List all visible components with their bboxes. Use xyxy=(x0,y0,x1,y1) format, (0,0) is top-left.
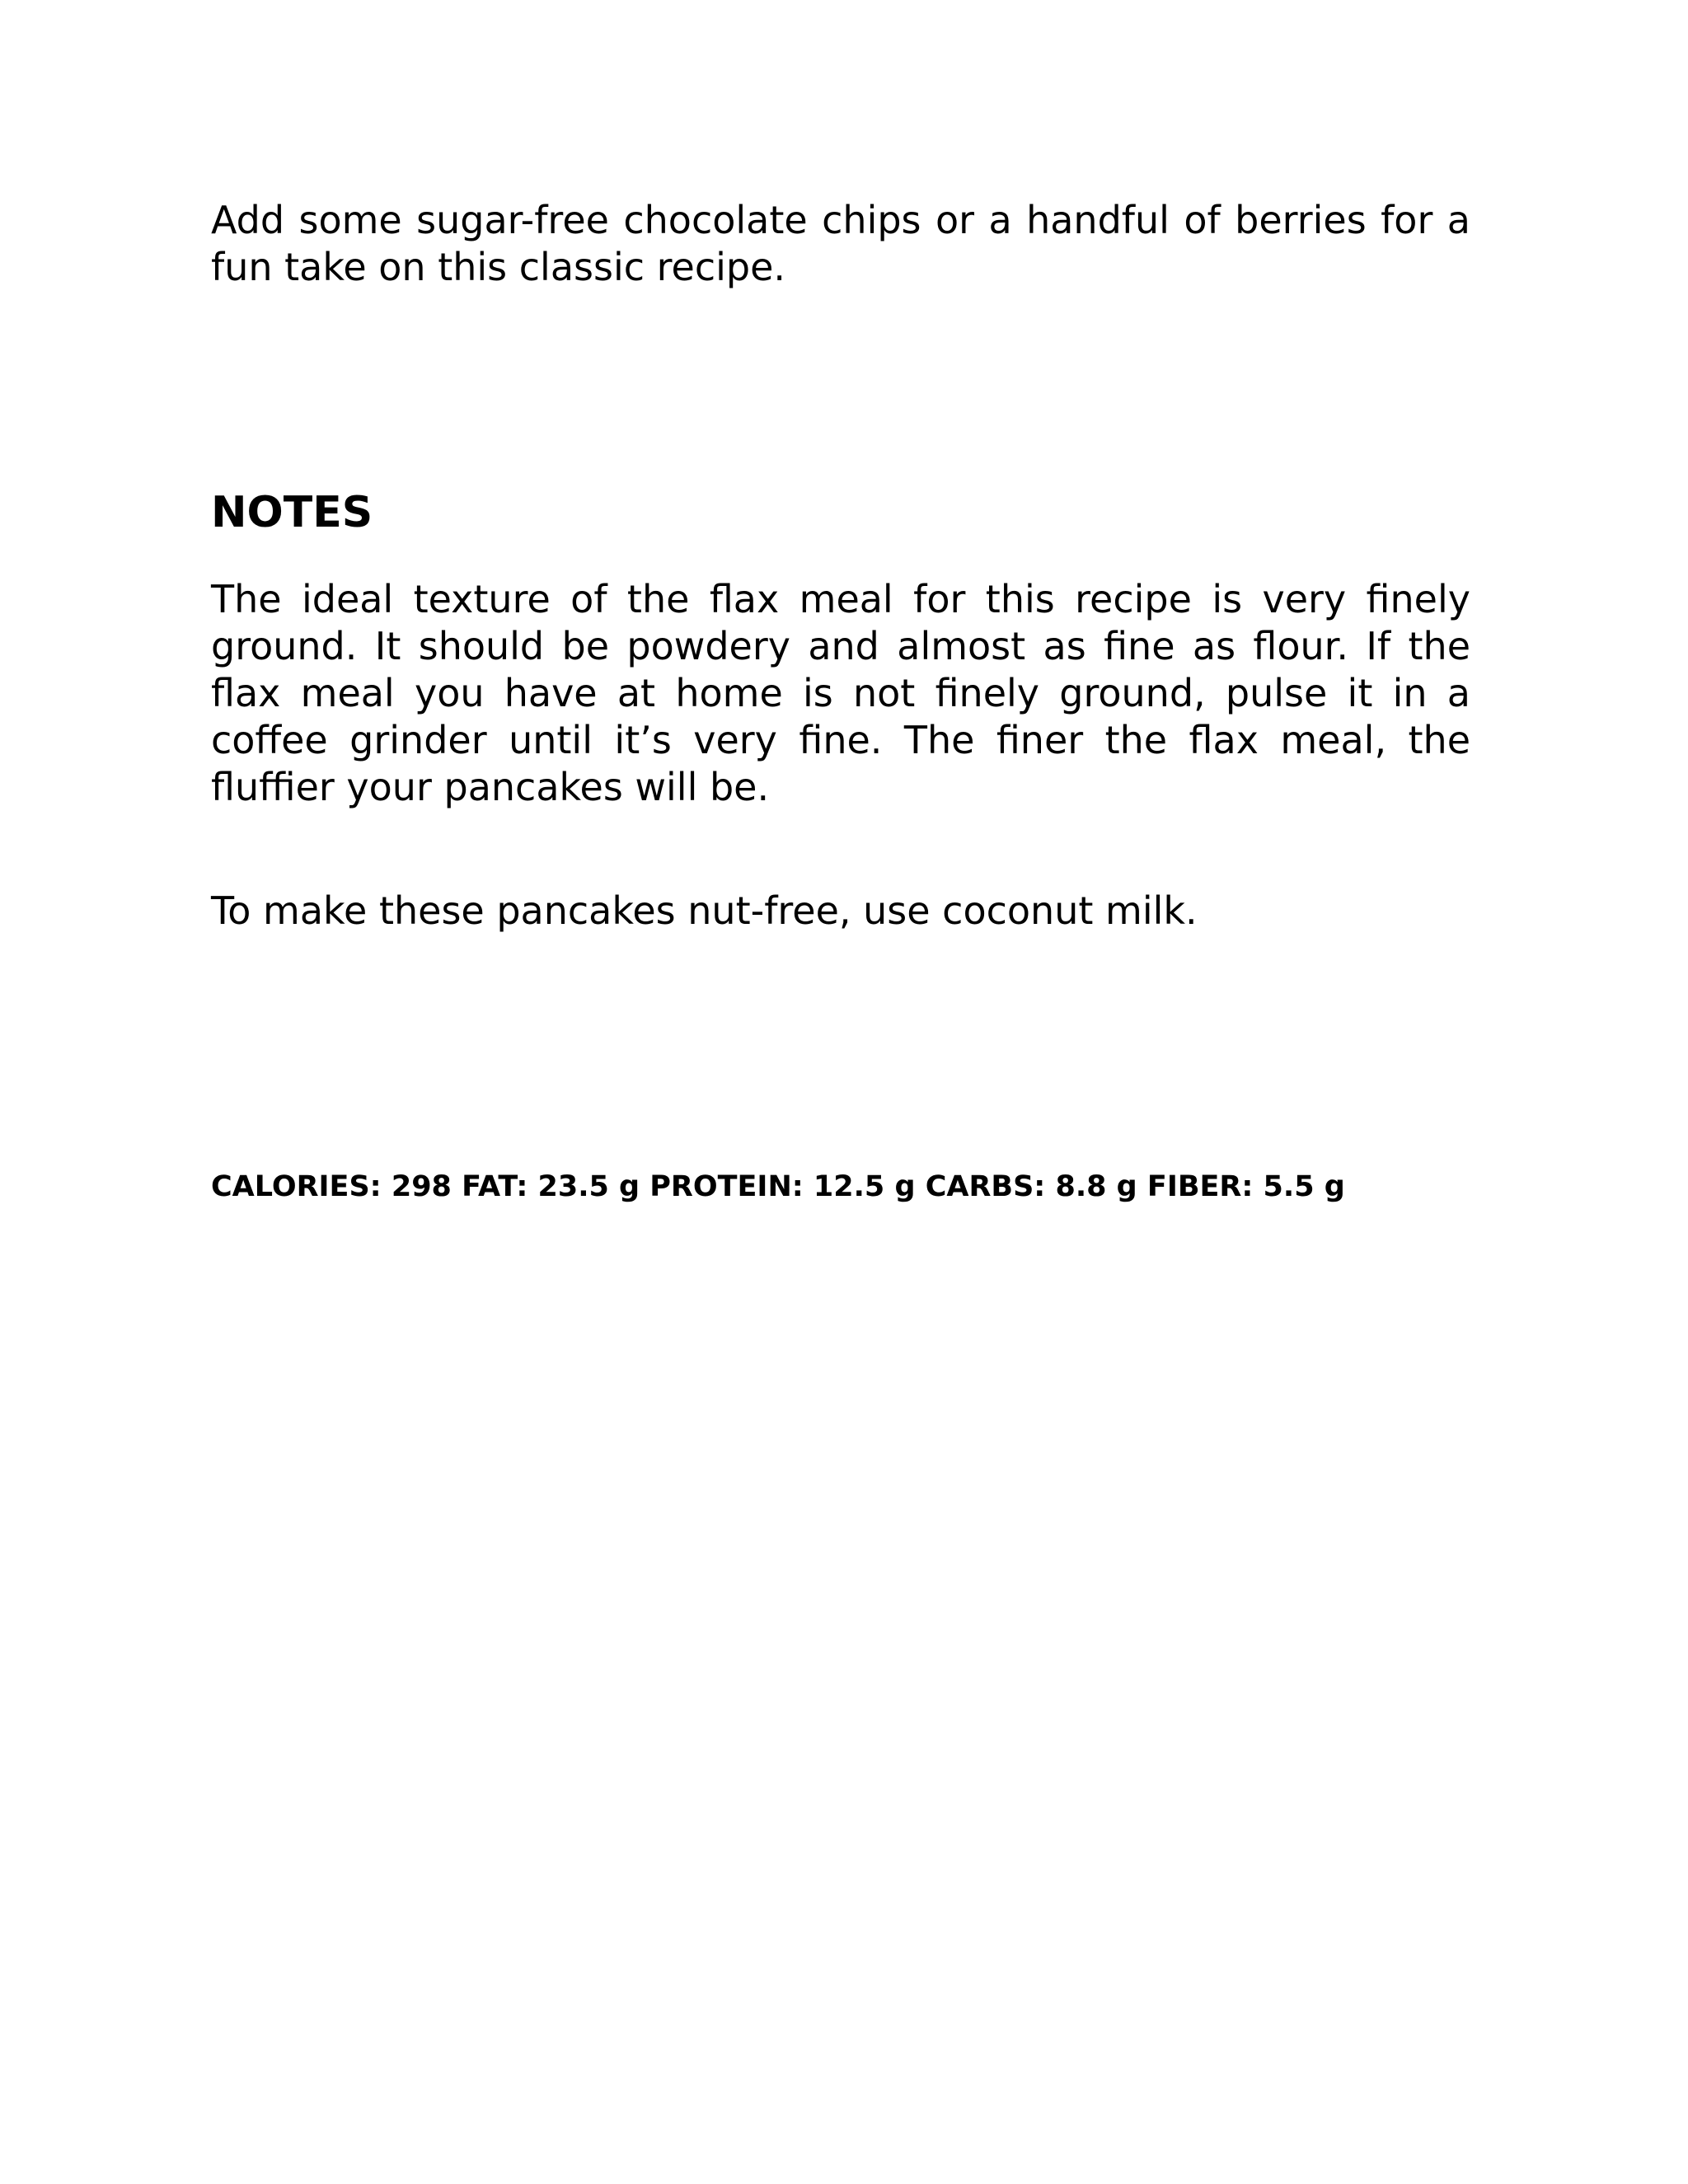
nutrition-facts: CALORIES: 298 FAT: 23.5 g PROTEIN: 12.5 g CARBS: 8.8 g FIBER: 5.5 g xyxy=(211,1170,1345,1203)
notes-paragraph-flax-texture: The ideal texture of the flax meal for this recipe is very finely ground. It should be powdery and almost as fine as flour. If the flax meal you have at home is not finely ground, pulse it in a coffee grinder until it’s very fine. The finer the flax meal, the fluffier your pancakes will be. xyxy=(211,577,1470,809)
notes-heading: NOTES xyxy=(211,488,373,537)
intro-paragraph: Add some sugar-free chocolate chips or a handful of berries for a fun take on this classic recipe. xyxy=(211,198,1470,289)
notes-paragraph-nut-free: To make these pancakes nut-free, use coconut milk. xyxy=(211,888,1198,933)
